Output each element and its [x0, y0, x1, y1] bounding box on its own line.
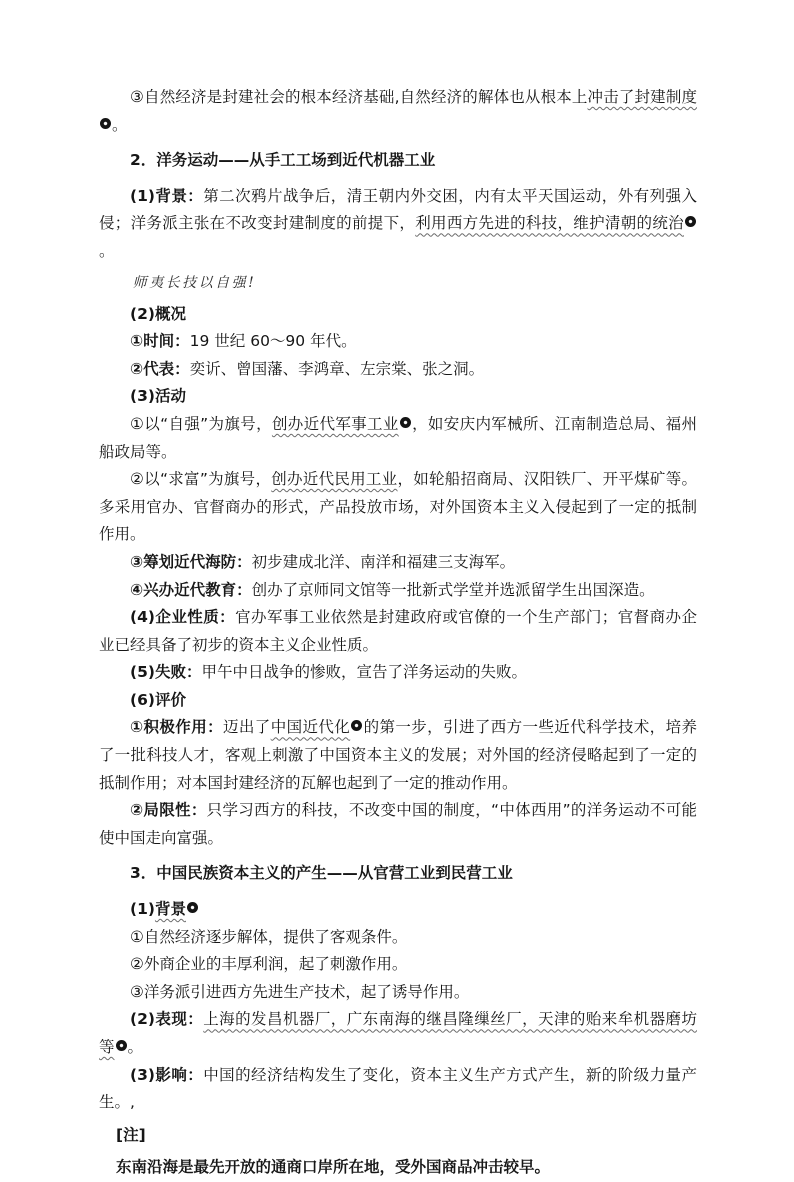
text-segment: (1): [130, 900, 155, 919]
text-segment: 2．洋务运动——从手工工场到近代机器工业: [130, 151, 436, 170]
paragraph: [99, 659, 697, 687]
text-segment: 甲午中日战争的惨败，宣告了洋务运动的失败。: [201, 663, 527, 682]
text-segment: 创办了京师同文馆等一批新式学堂并选派留学生出国深造。: [251, 580, 655, 599]
text-segment: (1)背景：: [130, 186, 204, 205]
text-segment: 官办军事工业依然是封建政府或官僚的一个生产部门；官督商办企业已经具备了初步的资本主义企业性质。: [99, 608, 697, 654]
circled-annotation-marker-icon: [400, 417, 411, 428]
paragraph: [99, 301, 697, 329]
paragraph: [99, 896, 697, 924]
section-heading: [99, 860, 697, 888]
text-segment: ④兴办近代教育：: [130, 580, 252, 599]
text-segment: ②代表：: [130, 359, 190, 378]
text-segment: ②局限性：: [130, 801, 207, 820]
text-segment: 的第一步，引进了西方一些近代科学技术，培养了一批科技人才，客观上刺激了中国资本主义的发展；对外国的经济侵略起到了一定的抵制作用；对本国封建经济的瓦解也起到了一定的推动作用。: [99, 718, 697, 792]
circled-annotation-marker-icon: [685, 216, 696, 227]
text-segment: ①时间：: [130, 332, 190, 351]
paragraph: [99, 1006, 697, 1061]
circled-annotation-marker-icon: [187, 902, 198, 913]
paragraph: [99, 924, 697, 952]
paragraph: [99, 1062, 697, 1117]
paragraph: [99, 328, 697, 356]
text-segment: ，如轮船招商局、汉阳铁厂、开平煤矿等。多采用官办、官督商办的形式，产品投放市场，对外国资本主义入侵起到了一定的抵制作用。: [99, 470, 697, 544]
paragraph: [99, 411, 697, 466]
paragraph: [99, 383, 697, 411]
text-segment: 19 世纪 60～90 年代。: [189, 332, 357, 351]
text-segment: 只学习西方的科技，不改变中国的制度，“中体西用”的洋务运动不可能使中国走向富强。: [99, 801, 698, 847]
footnote-line: [99, 1154, 697, 1182]
paragraph: [99, 604, 697, 659]
text-segment: 创办近代军事工业: [271, 414, 399, 433]
text-segment: 。: [112, 115, 128, 134]
text-segment: 奕䜣、曾国藩、李鸿章、左宗棠、张之洞。: [189, 359, 485, 378]
section-heading: [99, 147, 697, 175]
paragraph: [99, 549, 697, 577]
paragraph: [99, 951, 697, 979]
paragraph: [99, 797, 697, 852]
text-segment: 迈出了: [223, 718, 271, 737]
paragraph: [99, 466, 697, 549]
footnote-line: [99, 1122, 697, 1150]
text-segment: 初步建成北洋、南洋和福建三支海军。: [251, 552, 516, 571]
text-segment: [注]: [116, 1125, 146, 1144]
text-segment: 背景: [154, 900, 186, 919]
text-segment: 冲击了封建制度: [587, 88, 697, 106]
circled-annotation-marker-icon: [116, 1040, 127, 1051]
text-segment: 创办近代民用工业: [271, 470, 398, 489]
text-segment: ③自然经济是封建社会的根本经济基础,自然经济的解体也从根本上: [130, 88, 588, 106]
paragraph: [99, 687, 697, 715]
text-segment: ③筹划近代海防：: [130, 552, 252, 571]
text-segment: (4)企业性质：: [130, 608, 236, 627]
text-segment: 东南沿海是最先开放的通商口岸所在地，受外国商品冲击较早。: [116, 1158, 551, 1177]
text-segment: 。: [99, 241, 115, 260]
text-segment: (3)影响：: [130, 1065, 204, 1084]
text-segment: 。: [127, 1038, 144, 1056]
text-segment: 师夷长技以自强!: [132, 274, 257, 291]
text-segment: (2)表现：: [130, 1010, 204, 1029]
circled-annotation-marker-icon: [100, 118, 111, 129]
text-segment: 第二次鸦片战争后，清王朝内外交困，内有太平天国运动，外有列强入侵；洋务派主张在不改变封建制度的前提下，: [99, 186, 697, 233]
paragraph: [99, 714, 697, 797]
paragraph: [99, 183, 697, 266]
document-content: [99, 84, 697, 1182]
paragraph: [99, 84, 697, 139]
paragraph: [99, 356, 697, 384]
text-segment: (6)评价: [130, 690, 186, 709]
text-segment: 上海的发昌机器厂，广东南海的继昌隆缫丝厂，天津的贻来牟机器磨坊等: [99, 1010, 697, 1056]
text-segment: ②外商企业的丰厚利润，起了刺激作用。: [130, 955, 408, 974]
text-segment: ①自然经济逐步解体，提供了客观条件。: [130, 927, 408, 946]
handwritten-annotation: [99, 268, 697, 298]
text-segment: 利用西方先进的科技，维护清朝的统治: [415, 214, 684, 233]
text-segment: (3)活动: [130, 387, 186, 406]
text-segment: 3．中国民族资本主义的产生——从官营工业到民营工业: [130, 864, 513, 883]
text-segment: ②以“求富”为旗号，: [130, 470, 272, 489]
text-segment: ①以“自强”为旗号，: [130, 414, 272, 433]
text-segment: (5)失败：: [130, 663, 202, 682]
text-segment: ①积极作用：: [130, 718, 223, 737]
paragraph: [99, 577, 697, 605]
circled-annotation-marker-icon: [351, 720, 362, 731]
text-segment: ，如安庆内军械所、江南制造总局、福州船政局等。: [99, 414, 697, 461]
text-segment: 中国的经济结构发生了变化，资本主义生产方式产生，新的阶级力量产生。,: [99, 1065, 697, 1112]
text-segment: (2)概况: [130, 304, 186, 323]
paragraph: [99, 979, 697, 1007]
text-segment: ③洋务派引进西方先进生产技术，起了诱导作用。: [130, 982, 470, 1001]
text-segment: 中国近代化: [270, 718, 351, 737]
